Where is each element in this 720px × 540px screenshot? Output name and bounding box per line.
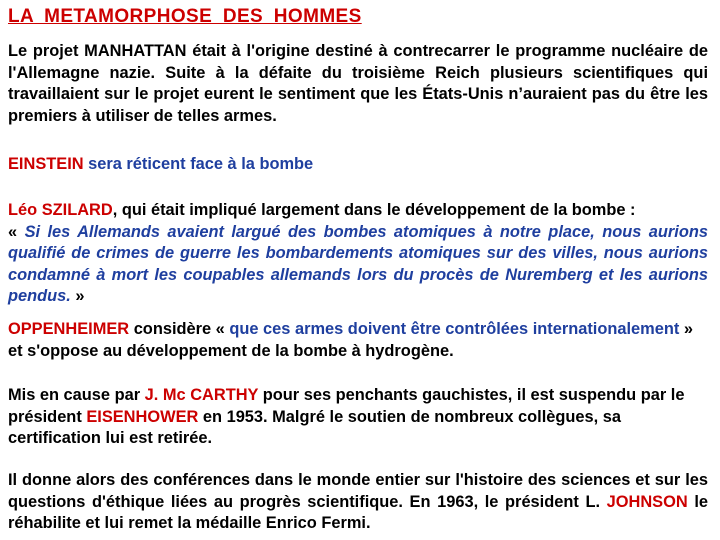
johnson-text-1: Il donne alors des conférences dans le monde entier sur l'histoire des sciences et sur les questions d'éthique liées au progrès scientifique. En 1963, le président L.: [8, 471, 708, 511]
paragraph-einstein: [8, 154, 708, 176]
mccarthy-text-3: en 1953. Malgré le soutien de nombreux collègues, sa certification lui est retirée.: [8, 407, 622, 447]
name-oppenheimer: OPPENHEIMER: [8, 320, 130, 338]
name-eisenhower: EISENHOWER: [86, 407, 199, 426]
paragraph-mccarthy: [8, 385, 708, 450]
mccarthy-text-1: Mis en cause par: [8, 386, 145, 404]
paragraph-szilard: [8, 200, 708, 308]
paragraph-manhattan: [8, 41, 708, 127]
name-mccarthy: J. Mc CARTHY: [144, 386, 259, 404]
quote-close-mark: »: [70, 287, 85, 305]
paragraph-manhattan-text: Le projet MANHATTAN était à l'origine destiné à contrecarrer le programme nucléaire de l'Allemagne nazie. Suite à la défaite du troisième Reich plusieurs scientifiques qui travaillaient sur le projet eurent le sentiment que les États-Unis n’auraient pas du être les premiers à utiliser de telles armes.: [8, 42, 708, 125]
paragraph-oppenheimer: [8, 319, 708, 362]
einstein-text: sera réticent face à la bombe: [83, 155, 314, 173]
szilard-quote: Si les Allemands avaient largué des bombes atomiques à notre place, nous aurions qualifié de crimes de guerre les bombardements atomiques sur des villes, nous aurions condamné à mort les coupables allemands lors du procès de Nuremberg et les aurions pendus.: [8, 222, 709, 305]
name-szilard: Léo SZILARD: [8, 201, 113, 219]
oppenheimer-text-1: considère «: [129, 320, 230, 338]
mccarthy-text-2: pour ses penchants gauchistes, il est suspendu par le président: [8, 386, 685, 426]
name-einstein: EINSTEIN: [8, 155, 84, 173]
oppenheimer-text-2: » et s'oppose au développement de la bombe à hydrogène.: [8, 320, 694, 360]
johnson-text-2: le réhabilite et lui remet la médaille Enrico Fermi.: [8, 492, 708, 532]
szilard-text: , qui était impliqué largement dans le développement de la bombe :: [112, 201, 636, 219]
oppenheimer-quote: que ces armes doivent être contrôlées internationalement: [229, 320, 680, 338]
paragraph-johnson: [8, 470, 708, 535]
page-title: LA METAMORPHOSE DES HOMMES: [8, 6, 362, 27]
name-johnson: JOHNSON: [606, 492, 688, 511]
quote-open-mark: «: [8, 222, 25, 241]
